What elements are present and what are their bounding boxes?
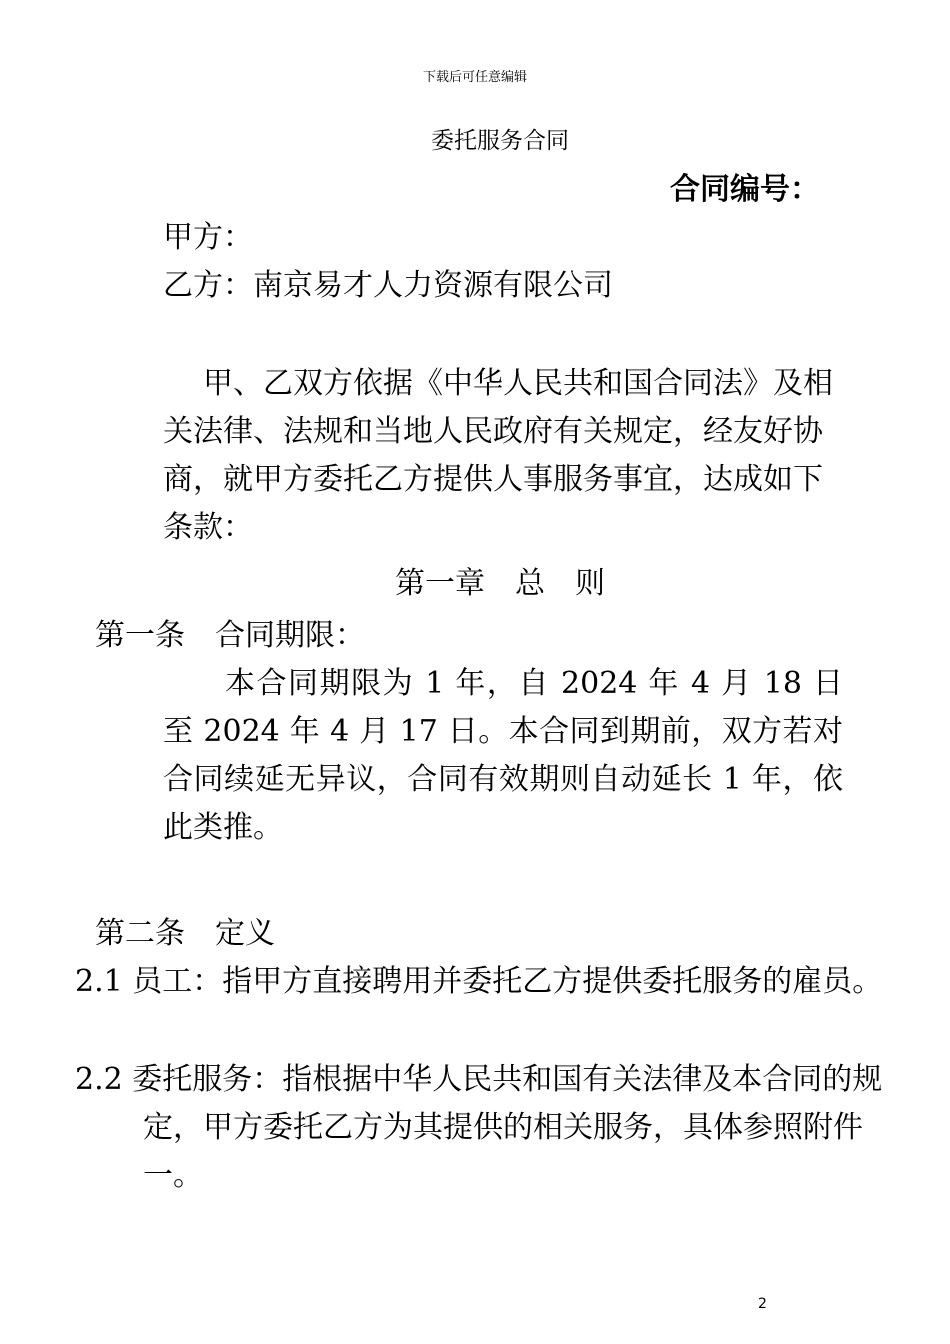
article-2-heading: 第二条 定义	[95, 916, 275, 951]
page-number: 2	[758, 1296, 767, 1312]
party-a-line: 甲方：	[163, 220, 253, 255]
article-1-heading: 第一条 合同期限：	[95, 618, 365, 653]
contract-number-label: 合同编号：	[670, 172, 820, 207]
definition-item: 2.2 委托服务：指根据中华人民共和国有关法律及本合同的规定，甲方委托乙方为其提供的相关服务，具体参照附件一。	[75, 1062, 883, 1193]
document-title: 委托服务合同	[431, 128, 569, 154]
definition-item: 2.1 员工：指甲方直接聘用并委托乙方提供委托服务的雇员。	[75, 964, 883, 999]
article-1-body: 本合同期限为 1 年，自 2024 年 4 月 18 日至 2024 年 4 月 17 日。本合同到期前，双方若对合同续延无异议，合同有效期则自动延长 1 年，依此类推。	[163, 666, 843, 845]
page-header: 下载后可任意编辑	[422, 70, 527, 85]
chapter-heading: 第一章 总 则	[395, 566, 605, 601]
intro-paragraph: 甲、乙双方依据《中华人民共和国合同法》及相关法律、法规和当地人民政府有关规定，经友好协商，就甲方委托乙方提供人事服务事宜，达成如下条款：	[163, 366, 833, 545]
party-b-line: 乙方：南京易才人力资源有限公司	[163, 268, 613, 303]
